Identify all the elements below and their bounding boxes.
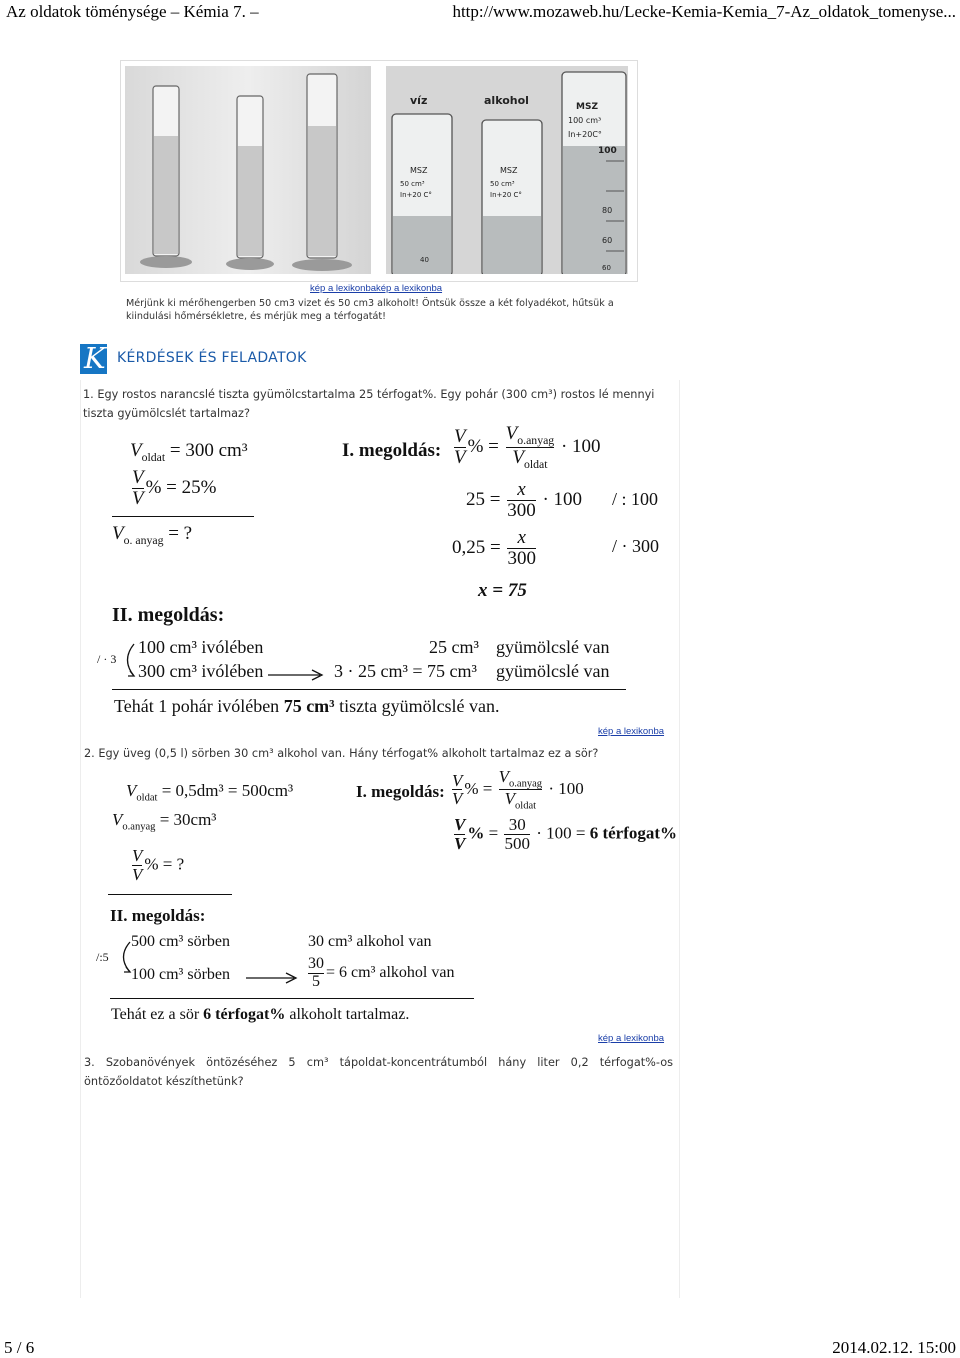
sol1-x1: x [517, 479, 526, 500]
sol2-m1-result: $\frac{V}{V}$ % = $\frac{30}{500}$ · 100 = 6 térfogat% [454, 815, 678, 853]
sol2-given3-text: % = ? [144, 854, 185, 874]
lexikon-link-top[interactable]: kép a lexikonbakép a lexikonba [310, 283, 443, 294]
lexikon-link-q2[interactable]: kép a lexikonba [598, 1033, 665, 1044]
sol1-x2: x [517, 527, 526, 548]
question-1-line2: tiszta gyümölcslét tartalmaz? [83, 407, 250, 420]
sol1-m1-step1 [466, 480, 582, 521]
question-2: 2. Egy üveg (0,5 l) sörben 30 cm³ alkohol van. Hány térfogat% alkoholt tartalmaz ez a sör? [84, 747, 599, 760]
cyl1-mark-vol: 50 cm³ [400, 180, 425, 188]
print-timestamp: 2014.02.12. 15:00 [832, 1338, 956, 1357]
sol2-r2frac: $\frac{30}{5}$ = 6 cm³ alkohol van [308, 955, 455, 990]
sol1-r2b: 3 · 25 cm³ = 75 cm³ [334, 661, 477, 681]
sol2-given-percent: $\frac{V}{V}$ % = ? [132, 846, 185, 884]
question-3-line2: öntözőoldatot készíthetünk? [84, 1075, 244, 1088]
sol2-given1-text: = 0,5dm³ = 500cm³ [161, 781, 294, 800]
sol2-given-voldat: $V_{oldat} = 0,5dm^3 = 500cm^3$ [126, 781, 294, 804]
cyl1-mark-msz: MSZ [410, 166, 428, 175]
question-1-line1: 1. Egy rostos narancslé tiszta gyümölcstartalma 25 térfogat%. Egy pohár (300 cm³) rostos lé mennyi [83, 388, 655, 401]
sol1-final [114, 696, 500, 717]
question-3 [84, 1053, 673, 1091]
sol1-r2c: gyümölcslé van [496, 661, 610, 681]
question-3-line1: 3. Szobanövények öntözéséhez 5 cm³ tápoldat-koncentrátumból hány liter 0,2 térfogat%-os [84, 1056, 673, 1069]
sol2-given2-text: = 30cm³ [159, 810, 217, 829]
sol2-eq100: · 100 [548, 778, 584, 798]
sol1-given-unknown: $V_{o. anyag}$ = ? [112, 523, 193, 547]
sol2-final [111, 1006, 409, 1024]
cyl2-mark-vol: 50 cm³ [490, 180, 515, 188]
cyl2-mark-temp: In+20 C° [490, 191, 522, 199]
lexikon-link-q1[interactable]: kép a lexikonba [598, 726, 665, 737]
sol1-brace-arrow [118, 640, 138, 680]
cyl3-tick-bottom: 60 [602, 264, 611, 272]
sol2-final-c: alkoholt tartalmaz. [285, 1006, 410, 1023]
sol1-given-percent: $\frac{V}{V}$ % = 25% [132, 467, 217, 509]
sol1-r2a: 300 cm³ ivólében [138, 661, 264, 681]
sol1-final-c: tiszta gyümölcslé van. [334, 696, 500, 716]
header-title: Az oldatok töménysége – Kémia 7. – [6, 2, 259, 21]
image-caption: Mérjünk ki mérőhengerben 50 cm3 vizet és 50 cm3 alkoholt! Öntsük össze a két folyadékot, hűtsük a kiindulási hőmérsékletre, és mérjük meg a térfogatát! [126, 298, 614, 322]
sol2-r1a: 500 cm³ sörben [131, 933, 230, 950]
sol1-300b: 300 [507, 547, 536, 569]
sol1-300a: 300 [507, 499, 536, 521]
cyl3-mark-msz: MSZ [576, 102, 598, 112]
sol2-given-voa: $V_{o.anyag} = 30cm^3$ [112, 810, 217, 833]
sol2-500: 500 [504, 833, 530, 853]
sol1-given-line [112, 516, 254, 517]
sol1-given-voldat: $V_{oldat} = 300$ cm³ [130, 440, 248, 464]
cyl3-tick-100: 100 [598, 146, 617, 156]
sol2-arrow-icon [244, 971, 300, 985]
sol2-given-line [108, 894, 232, 895]
sol1-eq100: · 100 [560, 436, 601, 458]
sol2-final-a: Tehát ez a sör [111, 1006, 204, 1023]
label-alkohol: alkohol [484, 94, 529, 107]
page-counter: 5 / 6 [4, 1338, 35, 1357]
sol1-div-note: / : 100 [612, 489, 659, 509]
sol2-m1-title: I. megoldás: [356, 782, 445, 801]
sol2-r1b: 30 cm³ alkohol van [308, 933, 432, 950]
sol1-given2-text: % = 25% [145, 476, 217, 498]
sol1-given3-text: = ? [168, 523, 193, 544]
sol1-eq25: 25 = [466, 488, 501, 510]
sol2-m2-title: II. megoldás: [110, 906, 206, 925]
sol2-30: 30 [508, 815, 526, 834]
header-url: http://www.mozaweb.hu/Lecke-Kemia-Kemia_7-Az_oldatok_tomenyse... [452, 2, 956, 21]
cylinders-drawing [125, 66, 371, 274]
sol1-given1-text: = 300 cm³ [169, 440, 248, 461]
print-header [0, 2, 960, 22]
cyl2-mark-msz: MSZ [500, 166, 518, 175]
sol2-m2-side: /:5 [96, 950, 109, 964]
k-logo-icon: K [80, 344, 107, 374]
sol1-final-b: 75 cm³ [283, 696, 335, 716]
cyl1-tick-40: 40 [420, 256, 429, 264]
cyl3-mark-temp: In+20C° [568, 130, 602, 139]
water-alcohol-photo [386, 66, 628, 274]
sol1-eq100b: · 100 [542, 488, 583, 510]
sol1-m2-title: II. megoldás: [112, 604, 225, 626]
sol2-r2b: = 6 cm³ alkohol van [326, 963, 455, 981]
sol1-m2-side: / · 3 [97, 652, 117, 666]
section-title: KÉRDÉSEK ÉS FELADATOK [117, 350, 307, 366]
sol1-r1c: gyümölcslé van [496, 637, 610, 657]
question-1 [83, 385, 675, 423]
sol1-m1-title: I. megoldás: [342, 440, 442, 461]
sol1-m1-formula: $\frac{V}{V}$ % = $\frac{V_{o.anyag}}{V_{oldat}}$ · 100 [454, 423, 601, 471]
cyl1-mark-temp: In+20 C° [400, 191, 432, 199]
cyl3-tick-80: 80 [602, 206, 613, 215]
sol1-m1-step2 [452, 528, 538, 569]
sol2-res-b: 6 térfogat% [589, 823, 678, 843]
cyl3-tick-60: 60 [602, 236, 613, 245]
cyl3-mark-vol: 100 cm³ [568, 116, 602, 125]
sol1-m2-line [112, 689, 626, 690]
sol2-r2a: 100 cm³ sörben [131, 966, 230, 983]
label-viz: víz [410, 94, 428, 107]
cylinders-photo [125, 66, 371, 274]
sol1-result: x = 75 [478, 580, 527, 601]
sol1-eq025: 0,25 = [452, 536, 501, 558]
sol2-m2-line [110, 998, 474, 999]
sol2-res-a: · 100 = [536, 823, 590, 843]
sol1-r1a: 100 cm³ ivólében [138, 637, 264, 657]
sol2-m1-formula: $\frac{V}{V}$ % = $\frac{V_{o.anyag}}{V_{oldat}}$ · 100 [452, 767, 584, 812]
sol1-arrow-icon [266, 668, 326, 682]
sol1-mul-note: / · 300 [612, 536, 659, 556]
sol1-r1b: 25 cm³ [429, 637, 479, 657]
sol2-final-b: 6 térfogat% [203, 1006, 286, 1023]
sol1-final-a: Tehát 1 pohár ivólében [114, 696, 284, 716]
